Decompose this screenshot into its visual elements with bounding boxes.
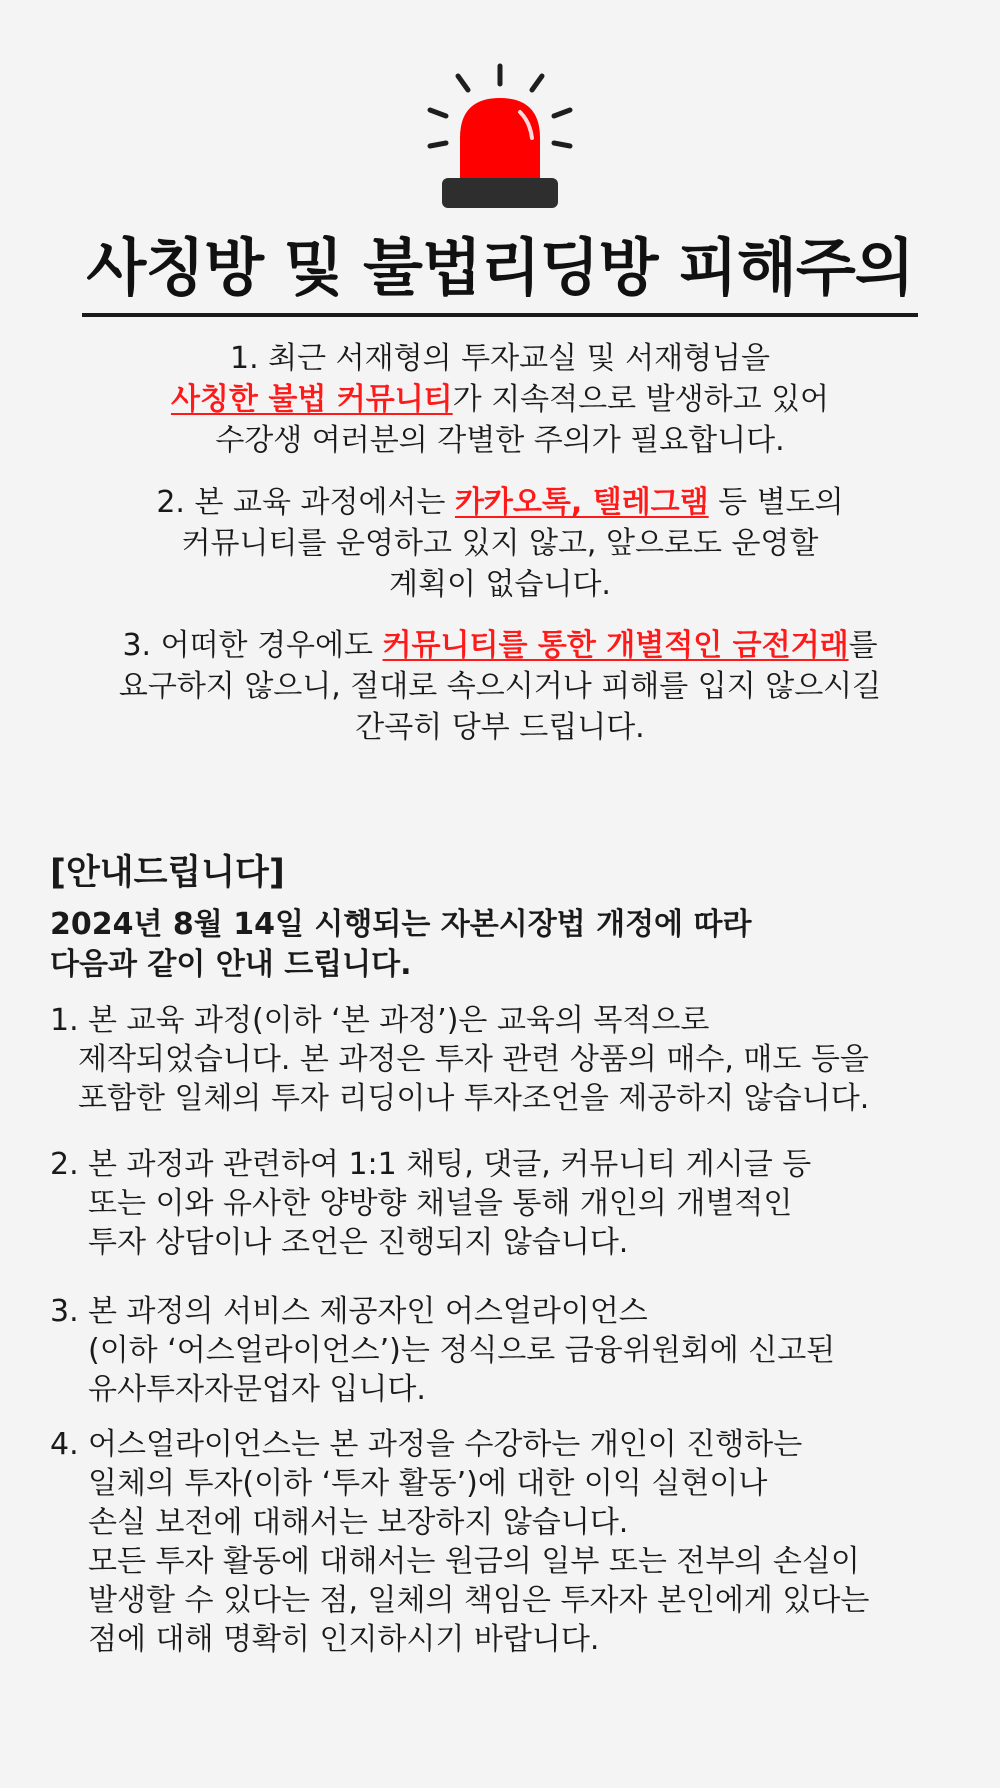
notice-item-2	[50, 1145, 970, 1262]
warning-text: 수강생 여러분의 각별한 주의가 필요합니다.	[215, 423, 785, 458]
item-line: 점에 대해 명확히 인지하시기 바랍니다.	[88, 1622, 600, 1657]
warning-highlight: 커뮤니티를 통한 개별적인 금전거래	[382, 628, 849, 663]
notice-item-3	[50, 1292, 970, 1409]
page-title	[0, 218, 1000, 317]
warning-line	[40, 625, 960, 666]
warning-text: 계획이 없습니다.	[389, 567, 611, 602]
warning-text: 가 지속적으로 발생하고 있어	[452, 382, 830, 417]
item-line: 제작되었습니다. 본 과정은 투자 관련 상품의 매수, 매도 등을	[78, 1042, 869, 1077]
item-line: (이하 ‘어스얼라이언스’)는 정식으로 금융위원회에 신고된	[88, 1333, 836, 1368]
item-line: 포함한 일체의 투자 리딩이나 투자조언을 제공하지 않습니다.	[78, 1081, 870, 1116]
warning-line	[40, 420, 960, 461]
warning-line	[40, 379, 960, 420]
item-line: 발생할 수 있다는 점, 일체의 책임은 투자자 본인에게 있다는	[88, 1583, 870, 1618]
item-number: 1.	[50, 1003, 79, 1038]
notice-heading: [안내드립니다]	[50, 853, 285, 893]
item-number: 3.	[50, 1294, 79, 1329]
warning-block-2	[40, 482, 960, 605]
item-line: 유사투자자문업자 입니다.	[88, 1372, 426, 1407]
intro-line: 2024년 8월 14일 시행되는 자본시장법 개정에 따라	[50, 907, 752, 942]
warning-highlight: 사칭한 불법 커뮤니티	[170, 382, 453, 417]
item-line: 모든 투자 활동에 대해서는 원금의 일부 또는 전부의 손실이	[88, 1544, 860, 1579]
warning-line	[40, 338, 960, 379]
item-number: 4.	[50, 1427, 79, 1462]
item-line: 본 과정의 서비스 제공자인 어스얼라이언스	[88, 1294, 648, 1329]
item-line: 어스얼라이언스는 본 과정을 수강하는 개인이 진행하는	[88, 1427, 803, 1462]
warning-line	[40, 707, 960, 748]
warning-text: 를	[848, 628, 878, 663]
warning-text: 등 별도의	[708, 485, 844, 520]
warning-text: 1. 최근 서재형의 투자교실 및 서재형님을	[230, 341, 770, 376]
item-line: 투자 상담이나 조언은 진행되지 않습니다.	[88, 1225, 629, 1260]
warning-text: 요구하지 않으니, 절대로 속으시거나 피해를 입지 않으시길	[118, 669, 882, 704]
page-title-text: 사칭방 및 불법리딩방 피해주의	[82, 218, 917, 317]
warning-line	[40, 523, 960, 564]
intro-line: 다음과 같이 안내 드립니다.	[50, 947, 412, 982]
warning-text: 3. 어떠한 경우에도	[122, 628, 383, 663]
warning-block-3	[40, 625, 960, 748]
item-line: 본 과정과 관련하여 1:1 채팅, 댓글, 커뮤니티 게시글 등	[88, 1147, 812, 1182]
warning-block-1	[40, 338, 960, 461]
warning-line	[40, 564, 960, 605]
notice-intro	[50, 905, 751, 985]
warning-text: 간곡히 당부 드립니다.	[355, 710, 645, 745]
warning-text: 2. 본 교육 과정에서는	[156, 485, 455, 520]
item-line: 본 교육 과정(이하 ‘본 과정’)은 교육의 목적으로	[88, 1003, 710, 1038]
item-line: 일체의 투자(이하 ‘투자 활동’)에 대한 이익 실현이나	[88, 1466, 768, 1501]
item-line: 또는 이와 유사한 양방향 채널을 통해 개인의 개별적인	[88, 1186, 793, 1221]
warning-highlight: 카카오톡, 텔레그램	[454, 485, 709, 520]
warning-text: 커뮤니티를 운영하고 있지 않고, 앞으로도 운영할	[181, 526, 819, 561]
item-line: 손실 보전에 대해서는 보장하지 않습니다.	[88, 1505, 629, 1540]
warning-line	[40, 482, 960, 523]
item-number: 2.	[50, 1147, 79, 1182]
warning-line	[40, 666, 960, 707]
siren-icon	[420, 62, 580, 212]
notice-item-1	[50, 1001, 970, 1118]
notice-item-4	[50, 1425, 970, 1659]
